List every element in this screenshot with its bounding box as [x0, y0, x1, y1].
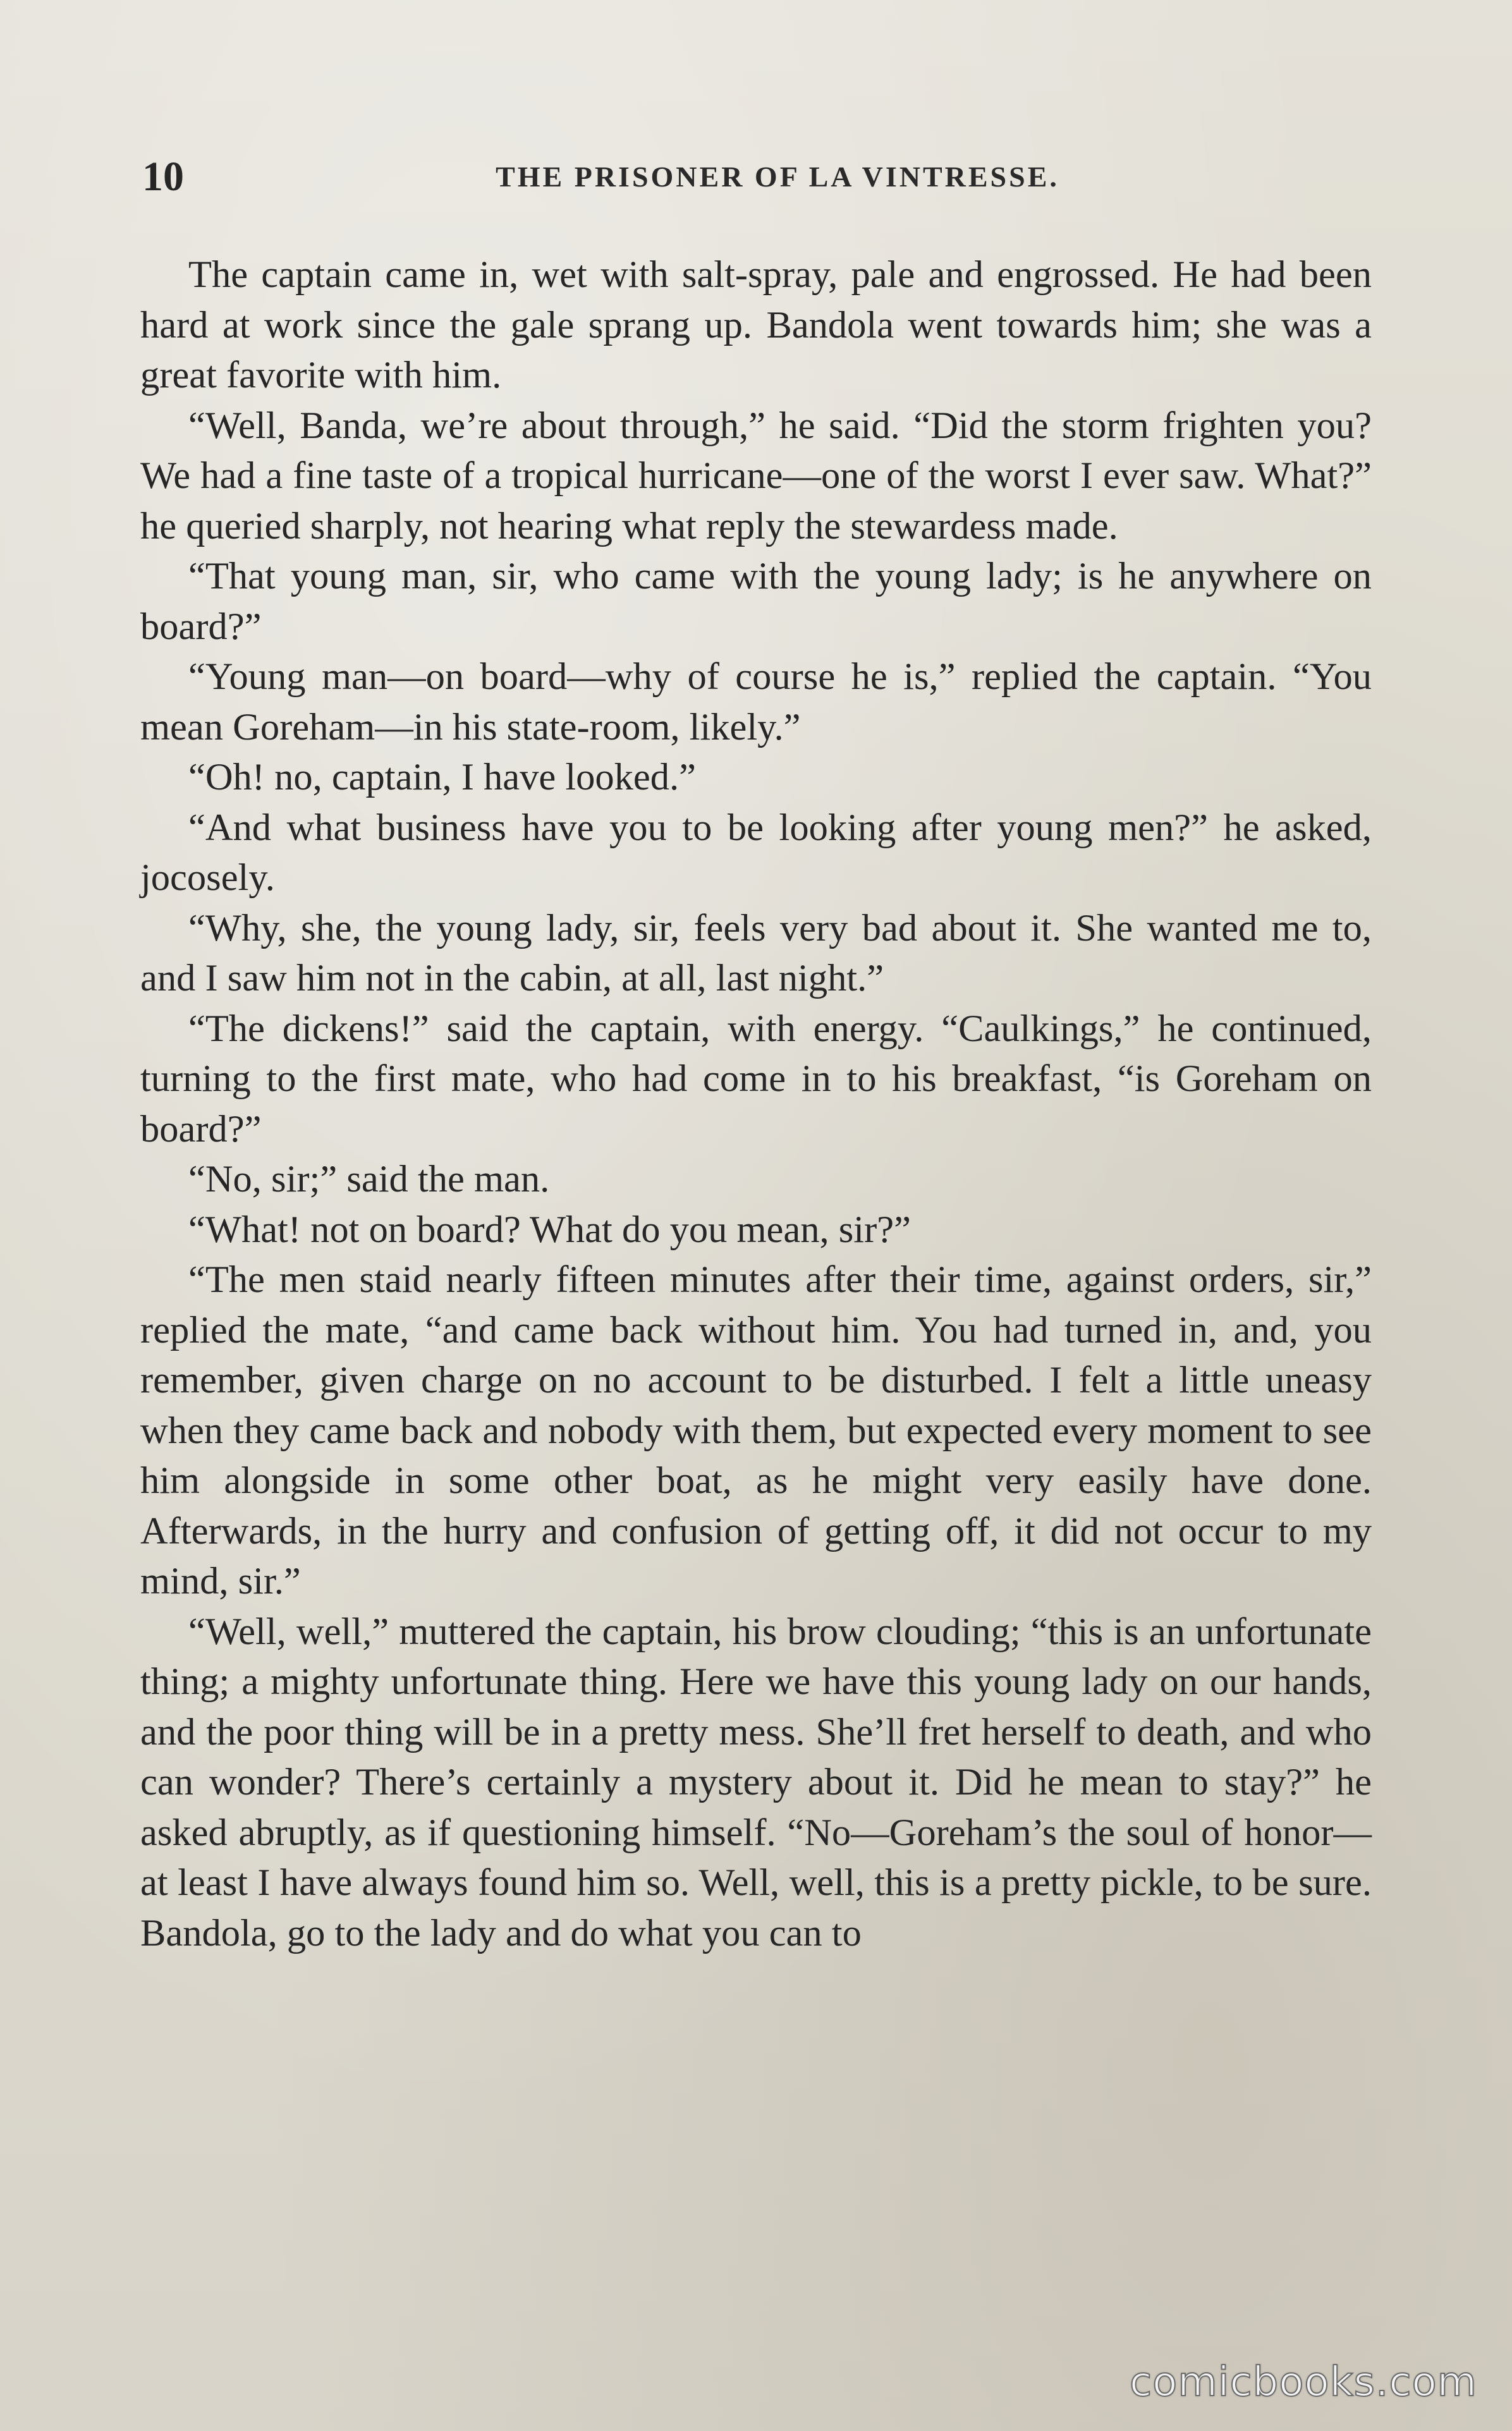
paragraph-7: “Why, she, the young lady, sir, feels very bad about it. She wanted me to, and I saw him not in the cabin, at all, last night.”: [140, 906, 1372, 999]
paragraph-8: “The dickens!” said the captain, with energy. “Caulkings,” he continued, turning to the first mate, who had come in to his breakfast, “is Goreham on board?”: [140, 1007, 1372, 1150]
paragraph-9: “No, sir;” said the man.: [188, 1158, 550, 1200]
page-number: 10: [142, 154, 184, 200]
page-header: [142, 149, 1375, 205]
paragraph-3: “That young man, sir, who came with the young lady; is he anywhere on board?”: [140, 555, 1372, 648]
paragraph-1: The captain came in, wet with salt-spray, pale and engrossed. He had been hard at work since the gale sprang up. Bandola went towards him; she was a great favorite with him.: [140, 253, 1372, 396]
running-title: THE PRISONER OF LA VINTRESSE.: [496, 161, 1059, 193]
paragraph-12: “Well, well,” muttered the captain, his brow clouding; “this is an unfortunate thing; a mighty unfortunate thing. Here we have this young lady on our hands, and the poor thing will be in a pretty mess. She’ll fret herself to death, and who can wonder? There’s certainly a mystery about it. Did he mean to stay?” he asked abruptly, as if questioning himself. “No—Goreham’s the soul of honor—at least I have always found him so. Well, well, this is a pretty pickle, to be sure. Bandola, go to the lady and do what you can to: [140, 1610, 1372, 1954]
body-text: [140, 250, 1372, 1958]
paragraph-10: “What! not on board? What do you mean, sir?”: [188, 1208, 911, 1251]
paragraph-11: “The men staid nearly fifteen minutes after their time, against orders, sir,” replied the mate, “and came back without him. You had turned in, and, you remember, given charge on no account to be disturbed. I felt a little uneasy when they came back and nobody with them, but expected every moment to see him alongside in some other boat, as he might very easily have done. Afterwards, in the hurry and confusion of getting off, it did not occur to my mind, sir.”: [140, 1258, 1372, 1602]
paragraph-2: “Well, Banda, we’re about through,” he said. “Did the storm frighten you? We had a fine taste of a tropical hurricane—one of the worst I ever saw. What?” he queried sharply, not hearing what reply the stewardess made.: [140, 404, 1372, 547]
paragraph-6: “And what business have you to be looking after young men?” he asked, jocosely.: [140, 806, 1372, 899]
paragraph-4: “Young man—on board—why of course he is,” replied the captain. “You mean Goreham—in his state-room, likely.”: [140, 655, 1372, 748]
paragraph-5: “Oh! no, captain, I have looked.”: [188, 756, 696, 798]
watermark-text: comicbooks.com: [1129, 2359, 1477, 2406]
